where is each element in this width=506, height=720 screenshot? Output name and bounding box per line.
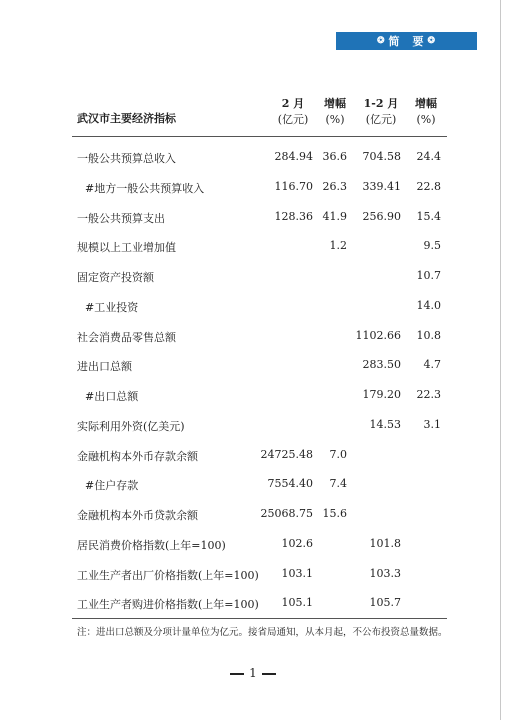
row-label: 固定资产投资额 xyxy=(77,271,154,284)
table-row xyxy=(0,445,506,465)
col-header-feb xyxy=(268,96,318,128)
table-title: 武汉市主要经济指标 xyxy=(77,112,176,125)
col-header-feb-growth-unit: (%) xyxy=(325,113,345,126)
row-value: 9.5 xyxy=(423,239,441,253)
row-label: 金融机构本外币存款余额 xyxy=(77,449,198,463)
col-header-janfeb-name: 1-2 月 xyxy=(363,97,399,110)
table-row xyxy=(0,147,506,167)
row-value: 7.4 xyxy=(329,477,347,491)
row-label: 金融机构本外币贷款余额 xyxy=(77,509,198,522)
header-ornament-right: ❂ xyxy=(427,36,437,46)
table-row xyxy=(0,296,506,316)
col-header-feb-growth-name: 增幅 xyxy=(324,97,346,110)
row-value: 10.7 xyxy=(416,269,441,282)
table-header xyxy=(0,96,506,136)
table-note: 注：进出口总额及分项计量单位为亿元。接省局通知，从本月起，不公布投资总量数据。 xyxy=(77,627,448,638)
page-number: 1 xyxy=(249,666,257,680)
col-header-janfeb-unit: (亿元) xyxy=(365,113,397,126)
table-row xyxy=(0,534,506,554)
row-value: 36.6 xyxy=(322,150,347,163)
row-value: 128.36 xyxy=(274,209,313,223)
table-row xyxy=(0,326,506,346)
row-label: 实际利用外资(亿美元) xyxy=(77,419,185,433)
row-value: 22.8 xyxy=(416,179,441,193)
col-header-janfeb-growth-name: 增幅 xyxy=(415,97,437,110)
col-header-feb-growth xyxy=(320,96,350,128)
footer-rule xyxy=(72,618,447,619)
row-value: 256.90 xyxy=(362,209,401,223)
col-header-janfeb-growth xyxy=(410,96,442,128)
row-value: 339.41 xyxy=(362,179,401,193)
table-row xyxy=(0,504,506,524)
row-label: 进出口总额 xyxy=(77,360,132,374)
row-value: 41.9 xyxy=(322,209,347,223)
row-value: 1.2 xyxy=(329,239,347,253)
row-value: 103.3 xyxy=(369,566,401,580)
row-label: 社会消费品零售总额 xyxy=(77,330,176,344)
section-header-band xyxy=(336,32,477,50)
footer-dash-left xyxy=(230,673,244,675)
row-value: 283.50 xyxy=(362,358,401,372)
row-value: 24725.48 xyxy=(260,447,313,461)
row-label: #出口总额 xyxy=(85,390,139,403)
row-value: 3.1 xyxy=(423,417,441,431)
row-value: 704.58 xyxy=(362,150,401,163)
row-value: 22.3 xyxy=(416,388,441,401)
header-ornament-left: ❂ xyxy=(376,36,386,46)
table-row xyxy=(0,266,506,286)
row-value: 101.8 xyxy=(369,536,401,550)
col-header-janfeb xyxy=(356,96,406,128)
row-label: #地方一般公共预算收入 xyxy=(85,181,205,195)
row-value: 7554.40 xyxy=(267,477,313,491)
row-value: 26.3 xyxy=(322,179,347,193)
table-row xyxy=(0,385,506,405)
row-value: 4.7 xyxy=(423,358,441,372)
footer-dash-right xyxy=(262,673,276,675)
row-value: 103.1 xyxy=(281,566,313,580)
table-row xyxy=(0,474,506,494)
row-label: 工业生产者出厂价格指数(上年=100) xyxy=(77,568,259,582)
row-value: 25068.75 xyxy=(260,507,313,520)
table-row xyxy=(0,415,506,435)
row-label: 居民消费价格指数(上年=100) xyxy=(77,538,226,552)
col-header-feb-unit: (亿元) xyxy=(277,113,309,126)
table-row xyxy=(0,355,506,375)
row-value: 105.1 xyxy=(281,596,313,610)
col-header-feb-name: 2 月 xyxy=(281,97,305,110)
table-row xyxy=(0,177,506,197)
row-label: #住户存款 xyxy=(85,479,139,493)
table-row xyxy=(0,564,506,584)
table-row xyxy=(0,236,506,256)
row-label: 规模以上工业增加值 xyxy=(77,241,176,255)
row-value: 284.94 xyxy=(274,150,313,163)
row-value: 14.0 xyxy=(416,298,441,312)
row-value: 10.8 xyxy=(416,328,441,342)
row-value: 24.4 xyxy=(416,150,441,163)
table-row xyxy=(0,593,506,613)
section-header-label: 简 要 xyxy=(388,35,425,48)
row-value: 7.0 xyxy=(329,447,347,461)
row-value: 105.7 xyxy=(369,596,401,610)
row-value: 15.4 xyxy=(416,209,441,223)
row-value: 14.53 xyxy=(369,417,401,431)
row-value: 102.6 xyxy=(281,536,313,550)
row-label: #工业投资 xyxy=(85,300,139,314)
header-rule xyxy=(72,136,447,137)
row-value: 15.6 xyxy=(322,507,347,520)
row-value: 1102.66 xyxy=(355,328,401,342)
table-row xyxy=(0,207,506,227)
row-value: 179.20 xyxy=(362,388,401,401)
row-label: 一般公共预算支出 xyxy=(77,211,165,225)
col-header-janfeb-growth-unit: (%) xyxy=(416,113,436,126)
row-label: 一般公共预算总收入 xyxy=(77,152,176,165)
row-label: 工业生产者购进价格指数(上年=100) xyxy=(77,598,259,612)
page-footer xyxy=(0,666,506,680)
row-value: 116.70 xyxy=(274,179,313,193)
